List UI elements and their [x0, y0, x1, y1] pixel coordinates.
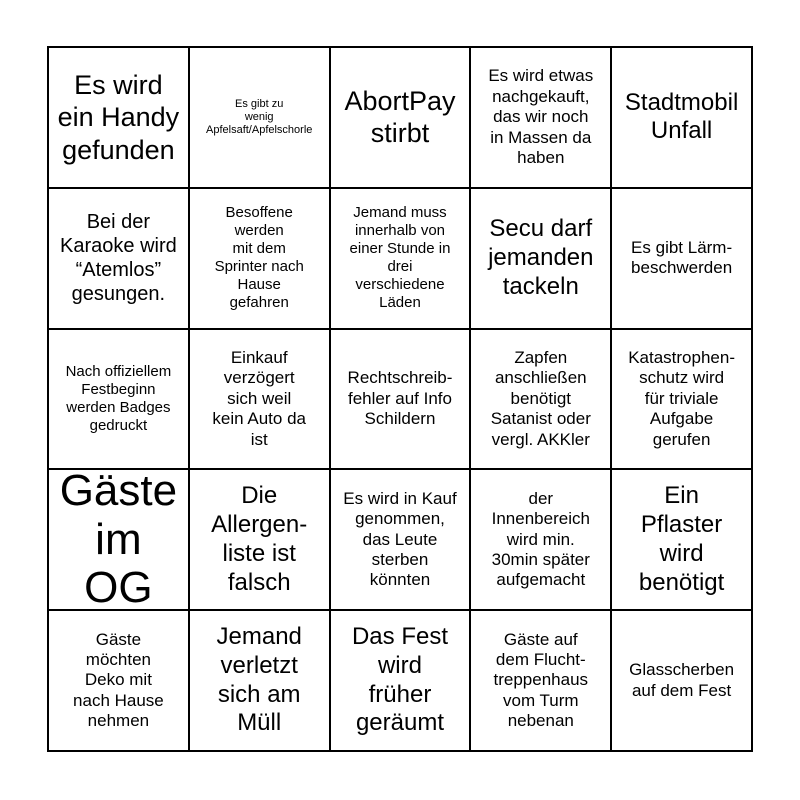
bingo-cell-text: Jemand verletzt sich am Müll	[216, 623, 302, 737]
bingo-cell-text: Zapfen anschließen benötigt Satanist oder vergl. AKKler	[490, 348, 591, 449]
bingo-cell[interactable]	[471, 330, 612, 471]
bingo-cell-text: Besoffene werden mit dem Sprinter nach Hause gefahren	[214, 204, 304, 312]
bingo-cell[interactable]	[190, 48, 331, 189]
bingo-cell-text: Es wird in Kauf genommen, das Leute sterben könnten	[343, 488, 457, 590]
bingo-cell[interactable]	[612, 48, 753, 189]
bingo-cell[interactable]	[471, 48, 612, 189]
bingo-cell-text: Es gibt Lärm- beschwerden	[631, 237, 733, 278]
bingo-cell[interactable]	[471, 611, 612, 752]
bingo-cell-text: Es wird etwas nachgekauft, das wir noch in Massen da haben	[488, 66, 594, 167]
bingo-cell[interactable]	[190, 470, 331, 611]
bingo-cell-text: Es gibt zu wenig Apfelsaft/Apfelschorle	[206, 97, 313, 136]
bingo-cell[interactable]	[612, 470, 753, 611]
bingo-cell-text: Einkauf verzögert sich weil kein Auto da ist	[212, 348, 306, 449]
bingo-cell[interactable]	[190, 611, 331, 752]
bingo-cell[interactable]	[49, 48, 190, 189]
bingo-cell-text: Katastrophen- schutz wird für triviale Aufgabe gerufen	[628, 348, 735, 449]
bingo-cell-text: Stadtmobil Unfall	[624, 88, 739, 145]
bingo-cell-text: Ein Pflaster wird benötigt	[638, 482, 725, 596]
bingo-cell[interactable]	[331, 470, 472, 611]
bingo-cell-text: Rechtschreib- fehler auf Info Schildern	[347, 368, 453, 429]
bingo-cell-text: Glasscherben auf dem Fest	[629, 660, 735, 700]
bingo-cell-text: Secu darf jemanden tackeln	[488, 215, 594, 300]
bingo-cell[interactable]	[471, 189, 612, 330]
bingo-cell-text: Die Allergen- liste ist falsch	[211, 482, 308, 596]
bingo-cell-text: Gäste möchten Deko mit nach Hause nehmen	[73, 629, 164, 731]
bingo-cell-text: Das Fest wird früher geräumt	[351, 623, 448, 737]
bingo-cell[interactable]	[49, 189, 190, 330]
bingo-cell[interactable]	[612, 611, 753, 752]
bingo-cell[interactable]	[190, 330, 331, 471]
bingo-cell-text: der Innenbereich wird min. 30min später aufgemacht	[491, 488, 590, 590]
bingo-cell-text: Nach offiziellem Festbeginn werden Badges gedruckt	[65, 362, 172, 434]
bingo-cell[interactable]	[190, 189, 331, 330]
bingo-cell[interactable]	[331, 48, 472, 189]
bingo-cell-text: Gäste im OG	[59, 470, 178, 612]
bingo-board	[47, 46, 753, 752]
bingo-cell[interactable]	[331, 611, 472, 752]
bingo-cell[interactable]	[471, 470, 612, 611]
bingo-cell-text: Jemand muss innerhalb von einer Stunde in drei verschiedene Läden	[349, 204, 451, 312]
bingo-cell[interactable]	[331, 330, 472, 471]
bingo-cell-text: AbortPay stirbt	[344, 86, 456, 149]
bingo-cell[interactable]	[49, 611, 190, 752]
bingo-cell-text: Gäste auf dem Flucht- treppenhaus vom Turm nebenan	[493, 629, 589, 731]
bingo-cell[interactable]	[331, 189, 472, 330]
bingo-cell[interactable]	[49, 330, 190, 471]
bingo-cell-text: Es wird ein Handy gefunden	[57, 69, 180, 165]
bingo-cell-text: Bei der Karaoke wird “Atemlos” gesungen.	[60, 211, 177, 306]
bingo-cell[interactable]	[612, 189, 753, 330]
bingo-cell[interactable]	[49, 470, 190, 611]
bingo-cell[interactable]	[612, 330, 753, 471]
